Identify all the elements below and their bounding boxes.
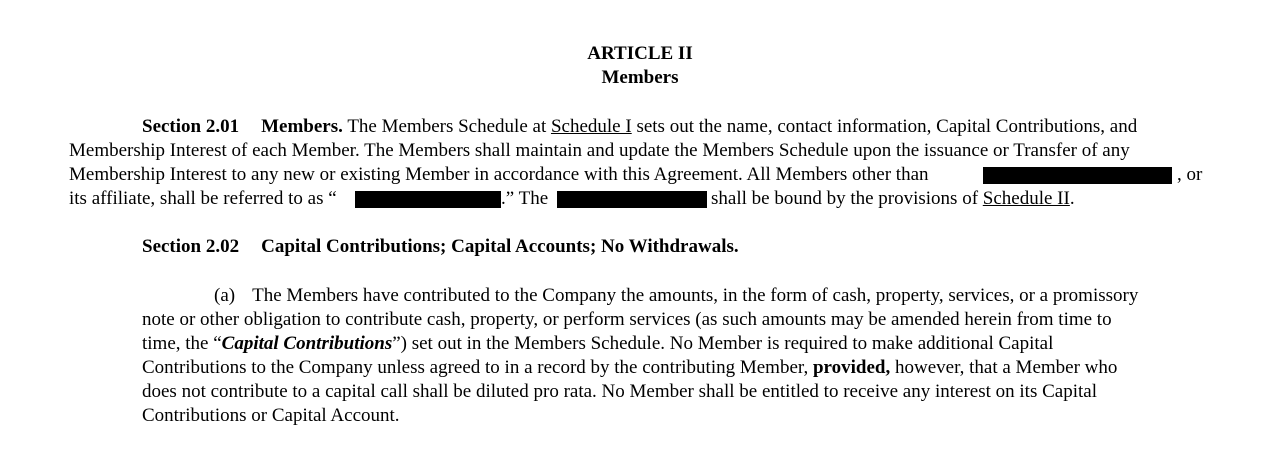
- section-2-02-heading: [142, 235, 739, 259]
- section-number: Section 2.01: [142, 116, 240, 137]
- subsection-a-line-3: time, the “Capital Contributions”) set out in the Members Schedule. No Member is required to make additional Capital: [142, 333, 1054, 354]
- redaction-bar: [983, 167, 1172, 184]
- redaction-bar: [557, 191, 707, 208]
- section-2-01-line-4: its affiliate, shall be referred to as “ .” The shall be bound by the provisions of Schedule II.: [69, 188, 1075, 209]
- section-2-01-line-3: Membership Interest to any new or existing Member in accordance with this Agreement. All Members other than , or: [69, 164, 1203, 185]
- redaction-bar: [355, 191, 501, 208]
- subsection-a-line-6: Contributions or Capital Account.: [142, 405, 400, 426]
- provided-emphasis: provided,: [812, 357, 891, 378]
- section-heading: Capital Contributions; Capital Accounts; No Withdrawals.: [261, 236, 739, 257]
- section-2-01-line-1: Section 2.01 Members. The Members Schedule at Schedule I sets out the name, contact information, Capital Contributions, and: [142, 116, 1138, 137]
- schedule-ii-link[interactable]: Schedule II: [982, 188, 1070, 209]
- subsection-a-line-4: Contributions to the Company unless agreed to in a record by the contributing Member, provided, however, that a Member who: [142, 357, 1118, 378]
- subsection-label: (a): [214, 285, 236, 306]
- schedule-i-link[interactable]: Schedule I: [550, 116, 632, 137]
- subsection-a-line-2: note or other obligation to contribute cash, property, or perform services (as such amounts may be amended herein from time to: [142, 309, 1112, 330]
- section-2-01-line-2: Membership Interest of each Member. The Members shall maintain and update the Members Schedule upon the issuance or Transfer of any: [69, 140, 1130, 161]
- section-number: Section 2.02: [142, 236, 240, 257]
- section-heading: Members.: [261, 116, 343, 137]
- subsection-a-line-5: does not contribute to a capital call shall be diluted pro rata. No Member shall be entitled to receive any interest on its Capital: [142, 381, 1097, 402]
- article-title: ARTICLE II: [587, 43, 693, 64]
- subsection-a-line-1: (a) The Members have contributed to the Company the amounts, in the form of cash, property, services, or a promissory: [214, 285, 1139, 306]
- defined-term: Capital Contributions: [221, 333, 393, 354]
- article-subtitle: Members: [601, 67, 679, 88]
